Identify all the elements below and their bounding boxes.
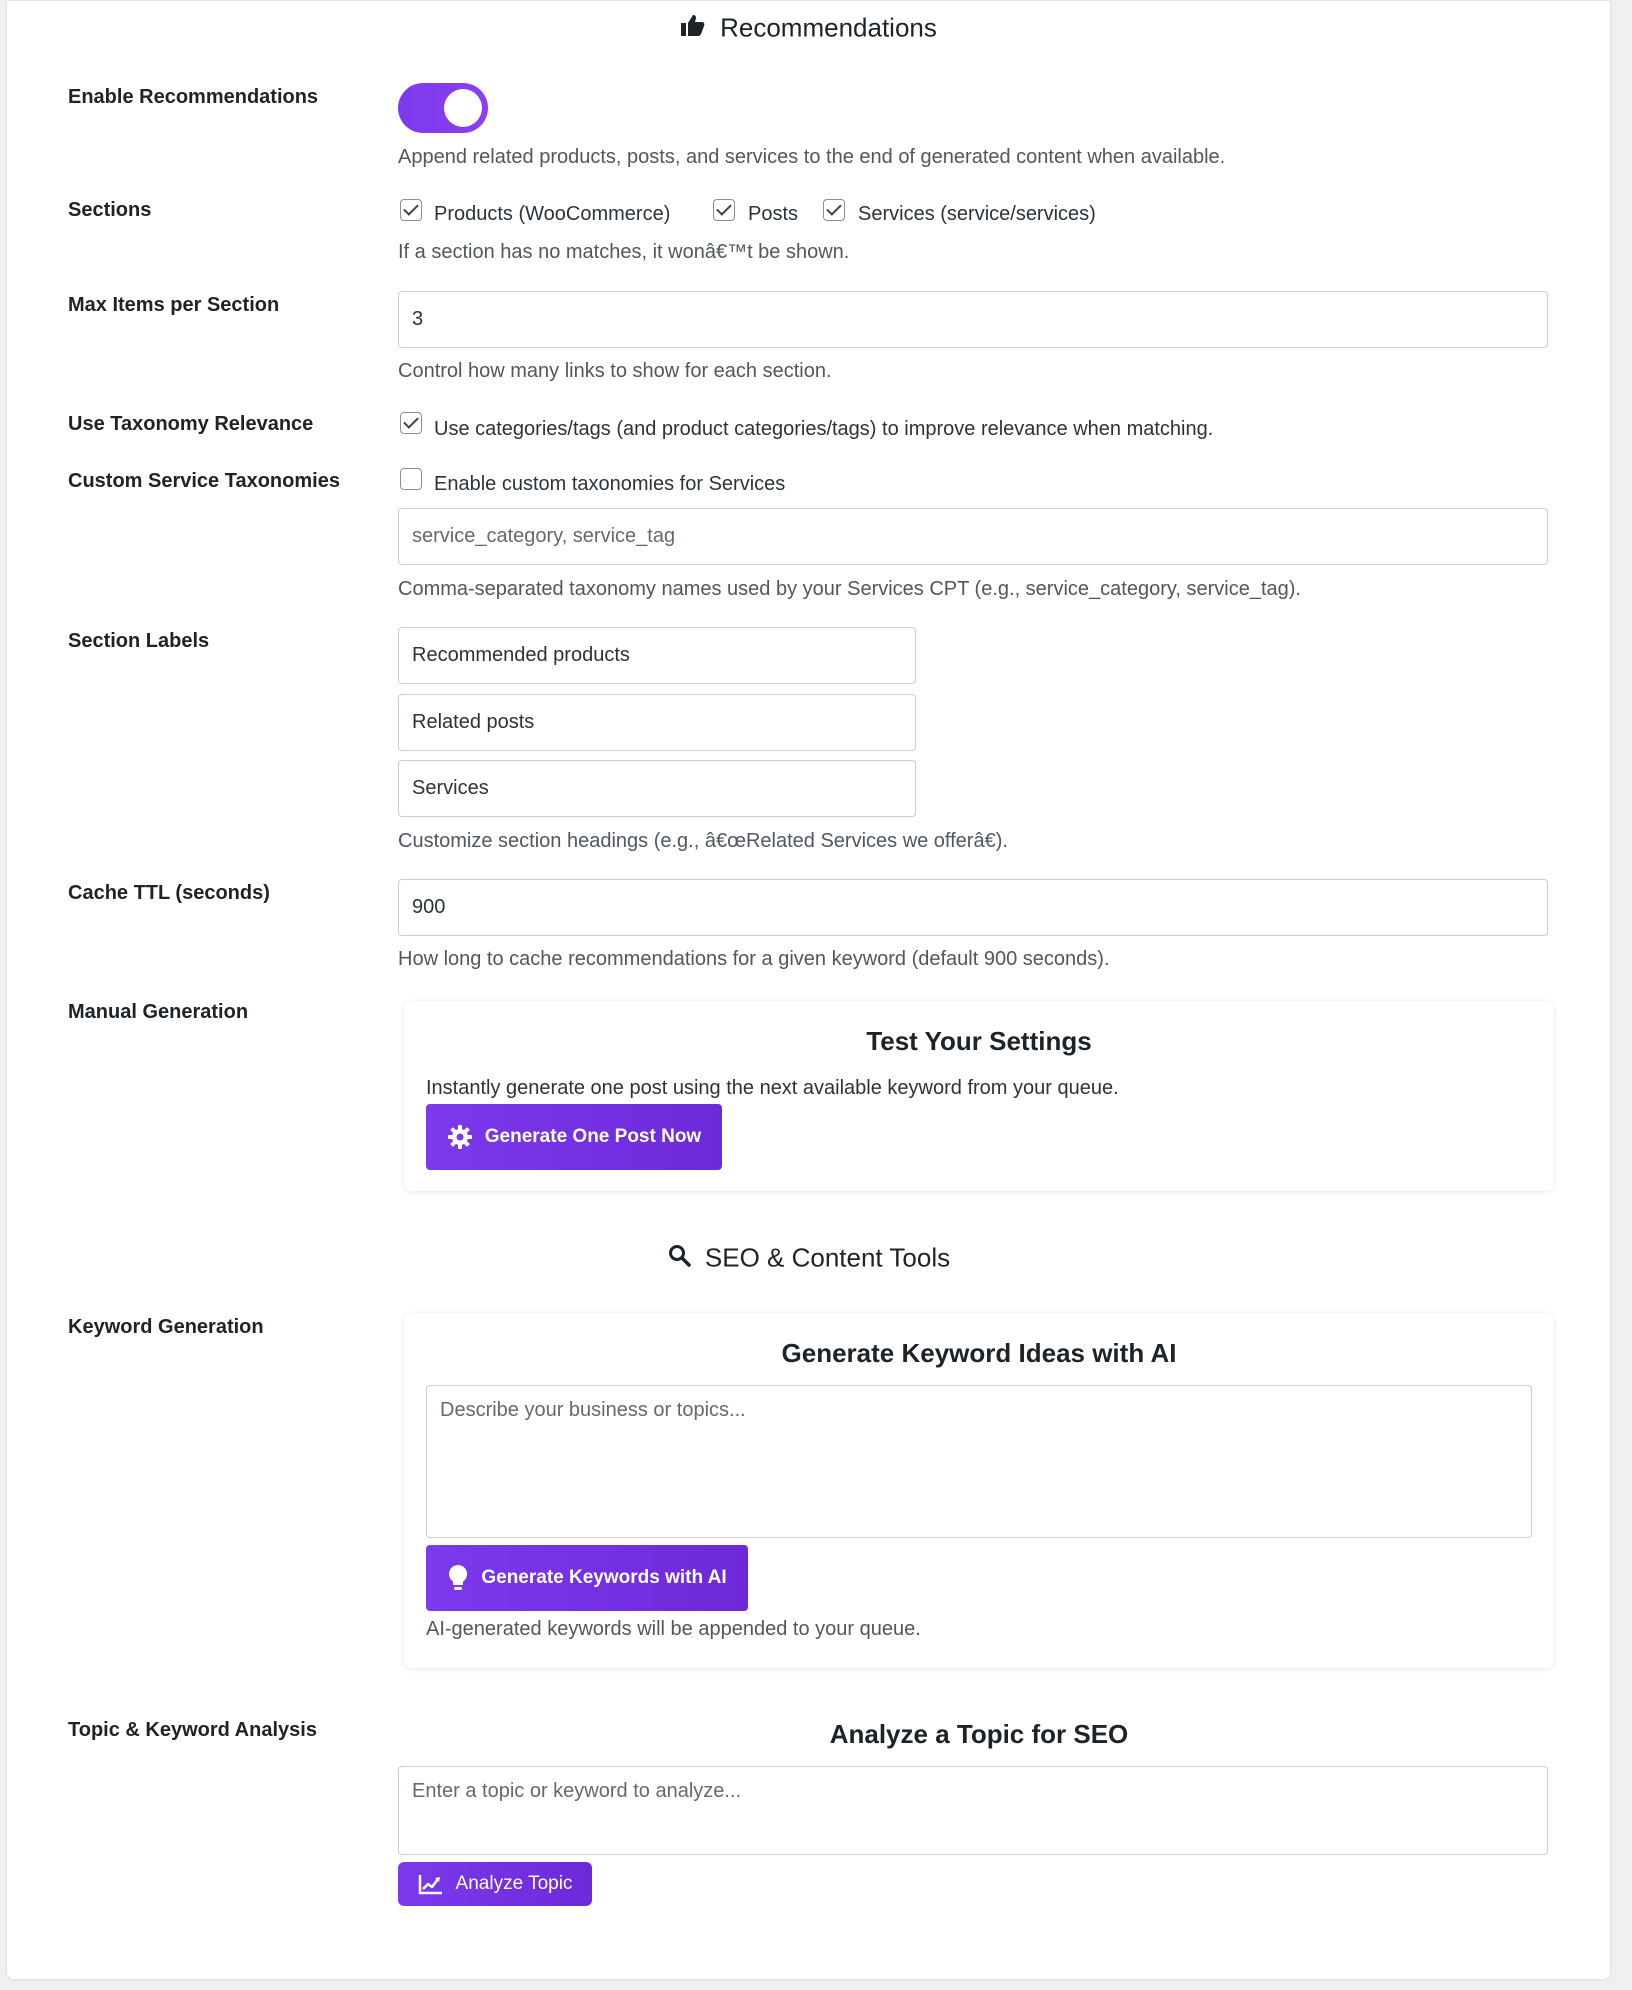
generate-one-post-label: Generate One Post Now bbox=[484, 1126, 702, 1147]
taxonomy-relevance-label: Use Taxonomy Relevance bbox=[68, 413, 314, 435]
enable-recommendations-description: Append related products, posts, and services to the end of generated content when available. bbox=[398, 146, 1226, 168]
test-settings-description: Instantly generate one post using the next available keyword from your queue. bbox=[426, 1077, 1119, 1099]
max-items-label: Max Items per Section bbox=[68, 294, 280, 316]
keyword-ideas-card bbox=[404, 1313, 1554, 1668]
test-settings-card bbox=[404, 1001, 1554, 1191]
cache-ttl-description: How long to cache recommendations for a given keyword (default 900 seconds). bbox=[398, 948, 1110, 970]
chart-icon bbox=[418, 1873, 444, 1895]
settings-panel bbox=[6, 0, 1611, 1980]
max-items-description: Control how many links to show for each section. bbox=[398, 360, 832, 382]
gear-icon bbox=[447, 1124, 473, 1150]
max-items-input[interactable] bbox=[398, 291, 1548, 348]
taxonomy-relevance-checkbox[interactable] bbox=[400, 412, 422, 434]
posts-checkbox[interactable] bbox=[713, 199, 735, 221]
enable-recommendations-toggle[interactable] bbox=[398, 83, 488, 133]
custom-taxonomies-label: Custom Service Taxonomies bbox=[68, 470, 340, 492]
analyze-topic-title: Analyze a Topic for SEO bbox=[829, 1719, 1129, 1749]
custom-taxonomies-input[interactable] bbox=[398, 508, 1548, 565]
generate-keywords-label: Generate Keywords with AI bbox=[481, 1567, 727, 1588]
products-checkbox[interactable] bbox=[400, 199, 422, 221]
manual-generation-label: Manual Generation bbox=[68, 1001, 249, 1023]
posts-section-label-input[interactable] bbox=[398, 694, 916, 751]
enable-recommendations-label: Enable Recommendations bbox=[68, 86, 319, 108]
thumbs-up-icon bbox=[680, 13, 706, 44]
keyword-ideas-title: Generate Keyword Ideas with AI bbox=[781, 1338, 1177, 1368]
taxonomy-relevance-checkbox-label: Use categories/tags (and product categories/tags) to improve relevance when matching. bbox=[434, 418, 1214, 440]
keywords-queue-note: AI-generated keywords will be appended to your queue. bbox=[426, 1618, 921, 1640]
analyze-topic-label: Analyze Topic bbox=[455, 1873, 573, 1894]
cache-ttl-label: Cache TTL (seconds) bbox=[68, 882, 270, 904]
services-checkbox-label: Services (service/services) bbox=[858, 203, 1096, 225]
section-labels-label: Section Labels bbox=[68, 630, 210, 652]
lightbulb-icon bbox=[447, 1564, 469, 1592]
seo-tools-title: SEO & Content Tools bbox=[704, 1242, 951, 1273]
sections-label: Sections bbox=[68, 199, 152, 221]
posts-checkbox-label: Posts bbox=[748, 203, 799, 225]
section-labels-description: Customize section headings (e.g., â€œRelated Services we offerâ€). bbox=[398, 830, 1008, 852]
generate-keywords-button[interactable] bbox=[426, 1545, 748, 1611]
recommendations-heading bbox=[7, 11, 1610, 44]
test-settings-title: Test Your Settings bbox=[866, 1026, 1092, 1056]
products-section-label-input[interactable] bbox=[398, 627, 916, 684]
recommendations-title: Recommendations bbox=[720, 12, 937, 43]
services-checkbox[interactable] bbox=[823, 199, 845, 221]
search-icon bbox=[667, 1243, 691, 1274]
topic-keyword-textarea[interactable] bbox=[398, 1766, 1548, 1855]
business-topics-textarea[interactable] bbox=[426, 1385, 1532, 1538]
custom-taxonomies-checkbox-label: Enable custom taxonomies for Services bbox=[434, 473, 786, 495]
seo-tools-heading bbox=[7, 1241, 1610, 1274]
custom-taxonomies-description: Comma-separated taxonomy names used by your Services CPT (e.g., service_category, service_tag). bbox=[398, 578, 1301, 600]
toggle-knob bbox=[444, 89, 482, 127]
topic-analysis-label: Topic & Keyword Analysis bbox=[68, 1719, 317, 1741]
sections-description: If a section has no matches, it wonâ€™t be shown. bbox=[398, 241, 850, 263]
keyword-generation-label: Keyword Generation bbox=[68, 1316, 264, 1338]
analyze-topic-button[interactable] bbox=[398, 1862, 592, 1906]
products-checkbox-label: Products (WooCommerce) bbox=[434, 203, 671, 225]
generate-one-post-button[interactable] bbox=[426, 1104, 722, 1170]
cache-ttl-input[interactable] bbox=[398, 879, 1548, 936]
custom-taxonomies-checkbox[interactable] bbox=[400, 468, 422, 490]
services-section-label-input[interactable] bbox=[398, 760, 916, 817]
